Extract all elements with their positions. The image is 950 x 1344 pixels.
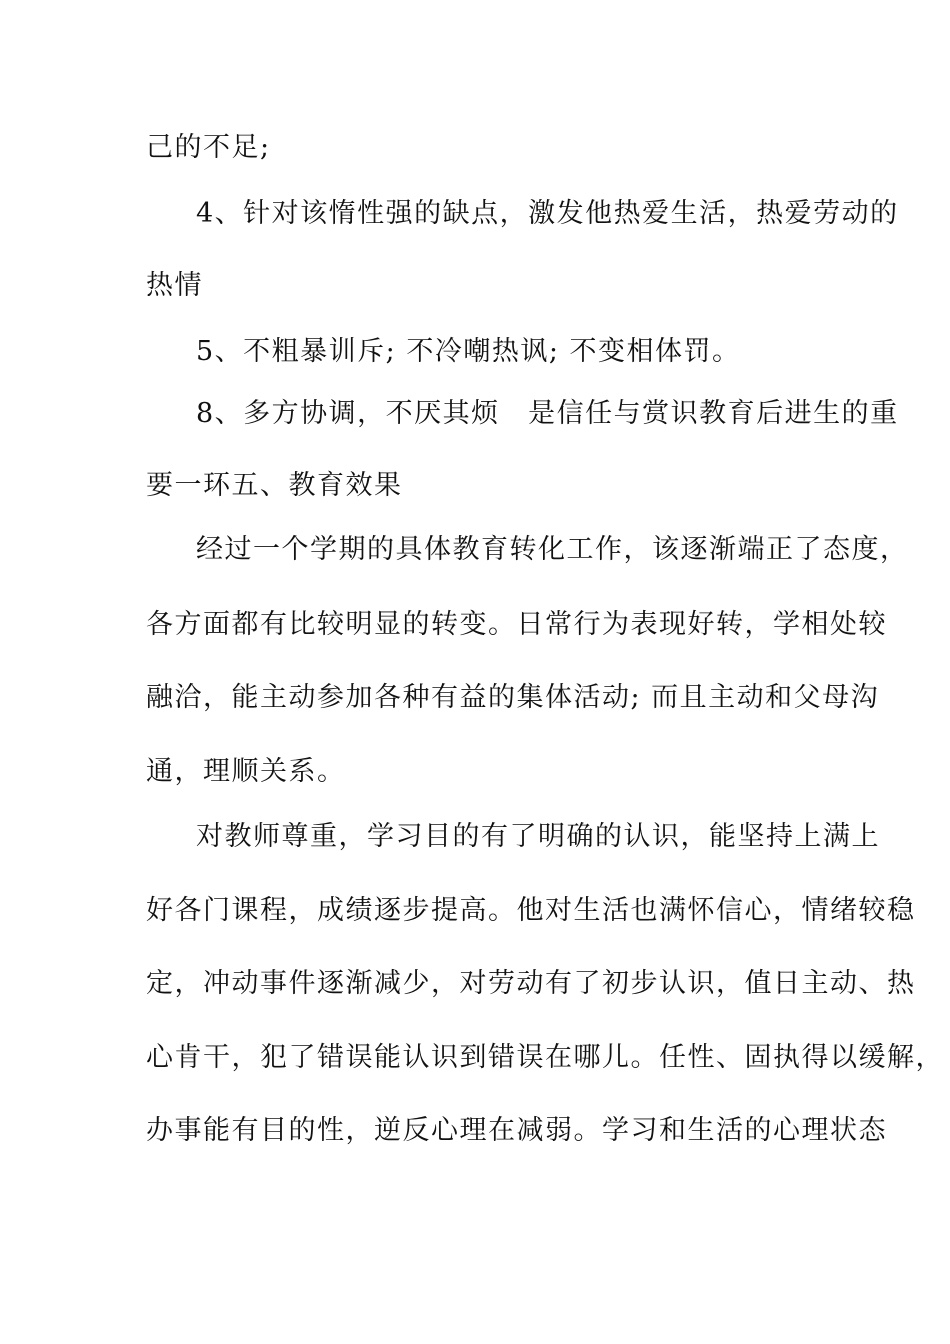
text-line: 经过一个学期的具体教育转化工作，该逐渐端正了态度， xyxy=(196,534,909,565)
text-line: 8、多方协调，不厌其烦 是信任与赏识教育后进生的重 xyxy=(196,398,899,429)
text-line: 好各门课程，成绩逐步提高。他对生活也满怀信心，情绪较稳 xyxy=(146,895,916,926)
text-line: 5、不粗暴训斥; 不冷嘲热讽; 不变相体罚。 xyxy=(196,336,741,367)
text-line: 要一环五、教育效果 xyxy=(146,470,403,501)
text-line: 4、针对该惰性强的缺点，激发他热爱生活，热爱劳动的 xyxy=(196,198,899,229)
text-line: 对教师尊重，学习目的有了明确的认识，能坚持上满上 xyxy=(196,821,880,852)
text-line: 通，理顺关系。 xyxy=(146,756,346,787)
text-line: 定，冲动事件逐渐减少，对劳动有了初步认识，值日主动、热 xyxy=(146,968,916,999)
text-line: 热情 xyxy=(146,270,203,301)
text-line: 己的不足; xyxy=(146,132,271,163)
text-line: 心肯干，犯了错误能认识到错误在哪儿。任性、固执得以缓解， xyxy=(146,1042,944,1073)
text-line: 融洽，能主动参加各种有益的集体活动; 而且主动和父母沟 xyxy=(146,682,880,713)
text-line: 各方面都有比较明显的转变。日常行为表现好转，学相处较 xyxy=(146,609,887,640)
text-line: 办事能有目的性，逆反心理在减弱。学习和生活的心理状态 xyxy=(146,1115,887,1146)
